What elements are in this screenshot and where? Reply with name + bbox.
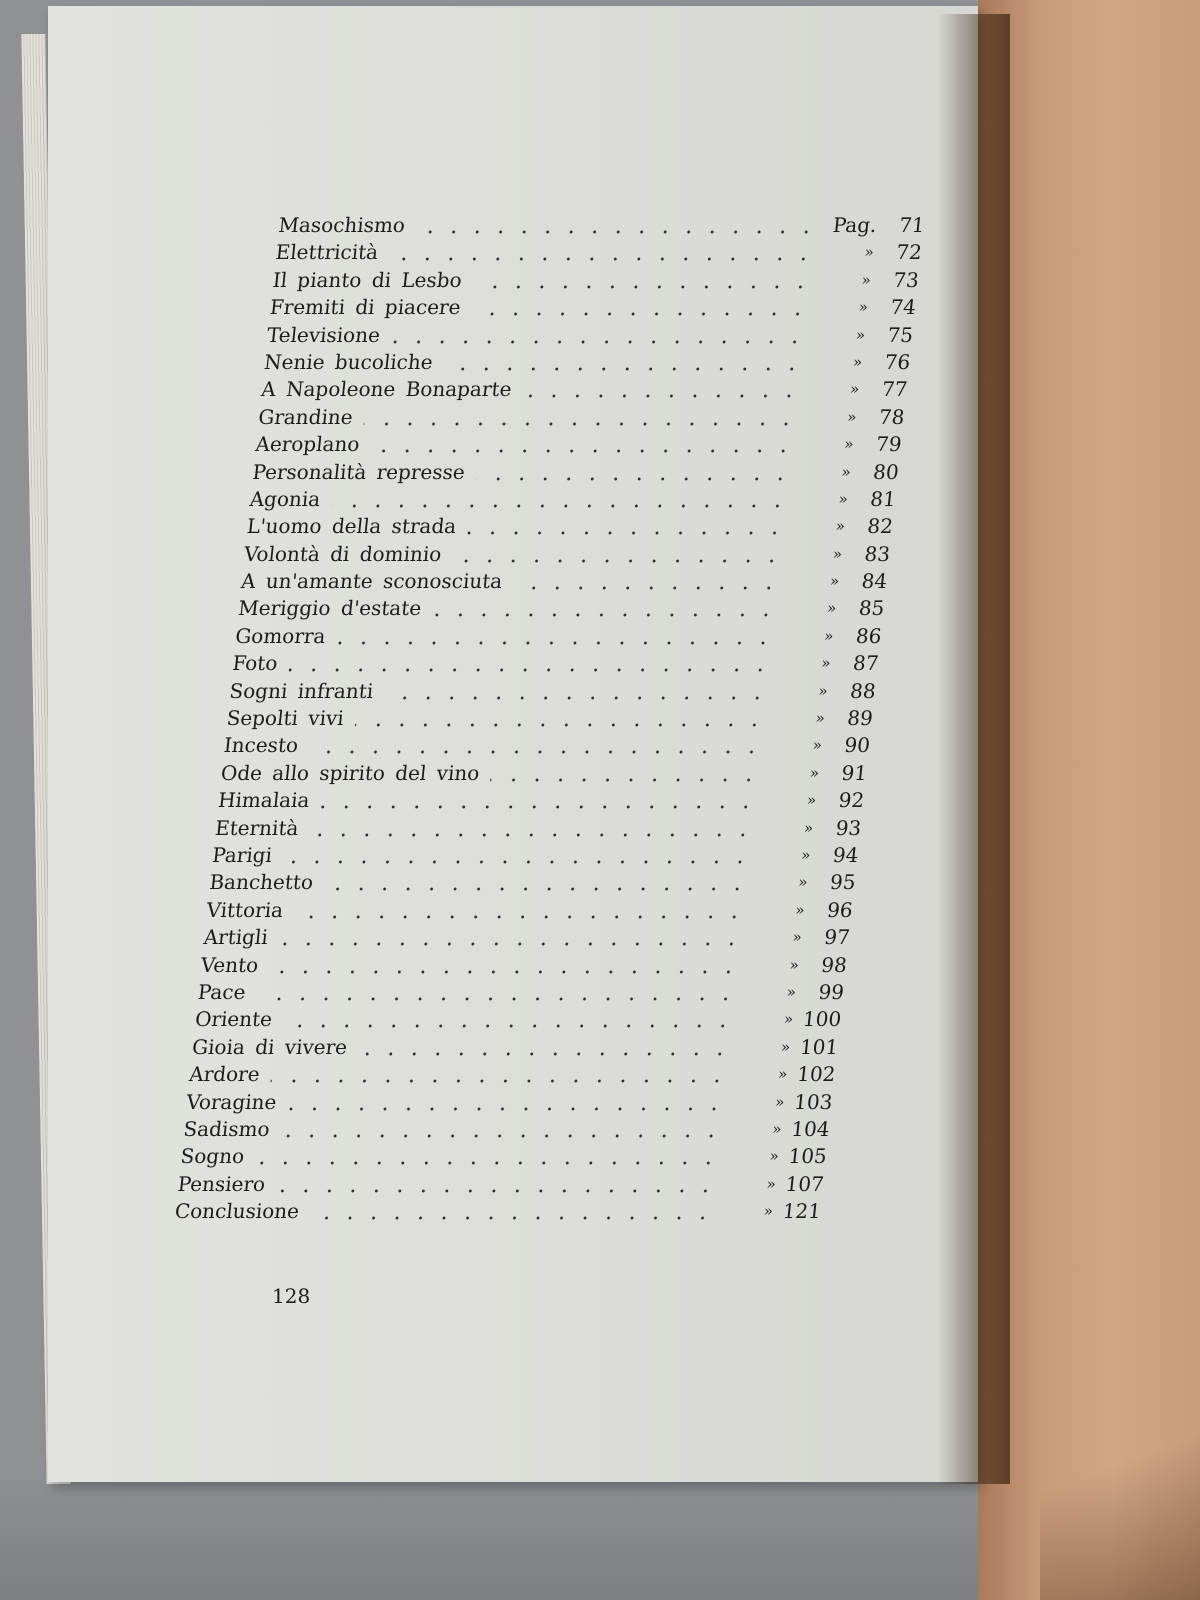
dot-leader bbox=[443, 367, 803, 371]
toc-entry-page: 97 bbox=[823, 925, 852, 950]
ditto-mark: » bbox=[771, 1119, 783, 1138]
toc-entry-page: 89 bbox=[846, 706, 875, 731]
dot-leader bbox=[473, 285, 812, 289]
toc-entry bbox=[188, 1061, 851, 1088]
ditto-mark: » bbox=[774, 1092, 786, 1111]
toc-entry bbox=[251, 459, 914, 486]
toc-entry-page: 85 bbox=[857, 596, 886, 621]
toc-entry-page: 81 bbox=[869, 486, 898, 511]
toc-entry-title: Masochismo bbox=[277, 213, 407, 237]
toc-entry bbox=[194, 1006, 857, 1033]
toc-entry bbox=[217, 787, 880, 814]
ditto-mark: » bbox=[762, 1202, 774, 1221]
toc-entry-title: Sogno bbox=[179, 1144, 246, 1169]
ditto-mark: » bbox=[777, 1065, 789, 1084]
toc-entry-title: Pensiero bbox=[176, 1171, 267, 1196]
dot-leader bbox=[332, 504, 789, 508]
toc-entry-page: 87 bbox=[851, 651, 880, 676]
toc-entry bbox=[271, 267, 934, 294]
toc-entry bbox=[240, 568, 903, 595]
ditto-mark: » bbox=[820, 654, 832, 673]
toc-entry-page: 107 bbox=[784, 1171, 826, 1196]
ditto-mark: » bbox=[768, 1147, 780, 1166]
ditto-mark: » bbox=[817, 681, 829, 700]
toc-entry-page: 91 bbox=[840, 760, 869, 785]
toc-entry-title: Banchetto bbox=[208, 870, 315, 895]
ditto-mark: » bbox=[831, 544, 844, 563]
dot-leader bbox=[255, 1161, 720, 1165]
ditto-mark: » bbox=[788, 955, 800, 974]
dot-leader bbox=[310, 1216, 714, 1220]
toc-entry-title: Nenie bucoliche bbox=[262, 349, 434, 374]
dot-leader bbox=[513, 586, 780, 590]
dot-leader bbox=[385, 696, 769, 700]
toc-entry bbox=[254, 431, 917, 458]
table-of-contents bbox=[173, 212, 940, 1225]
toc-entry-page: 78 bbox=[877, 404, 906, 429]
toc-entry-title: Sogni infranti bbox=[228, 678, 375, 703]
ditto-mark: » bbox=[823, 626, 835, 645]
toc-entry bbox=[199, 952, 862, 979]
toc-entry-page: 79 bbox=[874, 432, 903, 457]
toc-entry bbox=[225, 705, 888, 732]
ditto-mark: » bbox=[814, 709, 826, 728]
ditto-mark: » bbox=[840, 462, 852, 481]
toc-entry-title: Personalità represse bbox=[251, 459, 467, 484]
dot-leader bbox=[320, 805, 757, 809]
toc-entry-title: Televisione bbox=[265, 322, 382, 347]
toc-entry-title: Agonia bbox=[248, 486, 322, 511]
toc-entry bbox=[220, 760, 883, 787]
toc-entry-title: Himalaia bbox=[216, 788, 311, 813]
toc-entry-title: Vittoria bbox=[205, 897, 285, 922]
dot-leader bbox=[371, 449, 795, 453]
toc-entry-page: 95 bbox=[828, 870, 857, 895]
ditto-mark: » bbox=[783, 1010, 795, 1029]
dot-leader bbox=[283, 860, 751, 864]
dot-leader bbox=[269, 970, 740, 974]
ditto-mark: » bbox=[849, 380, 861, 399]
ditto-mark: » bbox=[780, 1037, 792, 1056]
toc-entry bbox=[234, 623, 897, 650]
toc-entry bbox=[231, 650, 894, 677]
toc-entry-page: 96 bbox=[825, 897, 854, 922]
dot-leader bbox=[490, 778, 760, 782]
toc-entry-page: 121 bbox=[781, 1199, 823, 1224]
dot-leader bbox=[522, 394, 800, 398]
ditto-mark: » bbox=[837, 489, 849, 508]
facing-page-shadow bbox=[1040, 1420, 1200, 1600]
dot-leader bbox=[358, 1052, 731, 1056]
toc-entry-title: Sadismo bbox=[182, 1116, 271, 1141]
toc-entry-page: 77 bbox=[880, 377, 909, 402]
toc-entry bbox=[263, 349, 926, 376]
page-label: Pag. bbox=[831, 213, 878, 237]
toc-entry bbox=[237, 595, 900, 622]
toc-entry-title: Ode allo spirito del vino bbox=[219, 760, 481, 785]
toc-entry-page: 105 bbox=[787, 1144, 829, 1169]
ditto-mark: » bbox=[808, 763, 821, 782]
dot-leader bbox=[294, 915, 746, 919]
ditto-mark: » bbox=[791, 928, 803, 947]
dot-leader bbox=[283, 1024, 734, 1028]
toc-entry-title: Elettricità bbox=[274, 240, 380, 265]
toc-entry bbox=[197, 979, 860, 1006]
toc-entry-title: Vento bbox=[199, 952, 260, 977]
page-number: 128 bbox=[272, 1284, 311, 1308]
toc-entry bbox=[205, 897, 868, 924]
toc-entry-page: 101 bbox=[798, 1034, 840, 1059]
ditto-mark: » bbox=[843, 435, 855, 454]
toc-entry-page: 93 bbox=[834, 815, 863, 840]
toc-entry bbox=[176, 1171, 839, 1198]
ditto-mark: » bbox=[863, 243, 875, 262]
dot-leader bbox=[467, 531, 786, 535]
toc-entry-page: 76 bbox=[883, 349, 912, 374]
dot-leader bbox=[391, 340, 806, 344]
toc-entry bbox=[222, 732, 885, 759]
toc-entry-title: Ardore bbox=[188, 1062, 261, 1087]
toc-entry-title: Grandine bbox=[257, 404, 355, 429]
toc-entry bbox=[248, 486, 911, 513]
toc-entry bbox=[214, 815, 877, 842]
dot-leader bbox=[281, 1134, 723, 1138]
toc-entry-page: 92 bbox=[837, 788, 866, 813]
dot-leader bbox=[288, 1107, 726, 1111]
toc-entry-page: 86 bbox=[854, 623, 883, 648]
dot-leader bbox=[270, 1079, 728, 1083]
toc-entry bbox=[208, 869, 871, 896]
toc-entry-page: 82 bbox=[866, 514, 895, 539]
toc-entry-page: 100 bbox=[801, 1007, 843, 1032]
ditto-mark: » bbox=[854, 325, 867, 344]
toc-entry-title: Il pianto di Lesbo bbox=[271, 267, 464, 292]
toc-entry-title: L'uomo della strada bbox=[245, 514, 458, 539]
dot-leader bbox=[364, 422, 798, 426]
toc-entry bbox=[228, 678, 891, 705]
toc-entry-page: 72 bbox=[895, 240, 924, 265]
ditto-mark: » bbox=[765, 1174, 777, 1193]
toc-entry-page: 90 bbox=[843, 733, 872, 758]
toc-entry bbox=[260, 376, 923, 403]
toc-entry bbox=[202, 924, 865, 951]
dot-leader bbox=[289, 668, 772, 672]
toc-entry-title: Meriggio d'estate bbox=[237, 596, 423, 621]
toc-entry-page: 99 bbox=[817, 979, 846, 1004]
ditto-mark: » bbox=[806, 791, 818, 810]
ditto-mark: » bbox=[857, 298, 869, 317]
dot-leader bbox=[337, 641, 775, 645]
toc-entry-title: Conclusione bbox=[173, 1199, 301, 1224]
toc-entry-page: 84 bbox=[860, 569, 889, 594]
toc-entry-title: Gioia di vivere bbox=[191, 1034, 349, 1059]
toc-entry-page: 80 bbox=[872, 459, 900, 484]
toc-entry-title: Artigli bbox=[202, 925, 270, 950]
toc-entry bbox=[191, 1034, 854, 1061]
gutter-shadow bbox=[938, 14, 1010, 1484]
dot-leader bbox=[416, 230, 818, 234]
toc-entry-title: Foto bbox=[231, 651, 279, 676]
toc-entry-title: Incesto bbox=[222, 733, 300, 758]
toc-entry-page: 88 bbox=[848, 678, 877, 703]
dot-leader bbox=[476, 477, 792, 481]
toc-entry-title: A Napoleone Bonaparte bbox=[260, 377, 513, 402]
toc-entry bbox=[277, 212, 940, 239]
ditto-mark: » bbox=[803, 818, 815, 837]
toc-entry bbox=[182, 1116, 845, 1143]
toc-entry-page: 73 bbox=[892, 267, 921, 292]
ditto-mark: » bbox=[834, 517, 846, 536]
ditto-mark: » bbox=[811, 736, 823, 755]
facing-page bbox=[978, 0, 1200, 1600]
toc-entry-title: Fremiti di piacere bbox=[268, 295, 462, 320]
toc-entry-title: A un'amante sconosciuta bbox=[239, 569, 504, 594]
toc-entry-page: 102 bbox=[795, 1062, 837, 1087]
ditto-mark: » bbox=[800, 845, 812, 864]
dot-leader bbox=[472, 312, 809, 316]
ditto-mark: » bbox=[846, 407, 858, 426]
toc-entry bbox=[185, 1089, 848, 1116]
toc-entry bbox=[257, 404, 920, 431]
dot-leader bbox=[279, 942, 743, 946]
toc-entry-page: 98 bbox=[820, 952, 849, 977]
toc-entry-title: Voragine bbox=[185, 1089, 278, 1114]
toc-entry bbox=[173, 1198, 836, 1225]
ditto-mark: » bbox=[852, 352, 864, 371]
toc-entry-title: Pace bbox=[196, 979, 247, 1004]
toc-entry-title: Gomorra bbox=[234, 623, 327, 648]
toc-entry-page: 103 bbox=[793, 1089, 834, 1114]
toc-entry-page: 104 bbox=[790, 1116, 831, 1141]
toc-entry bbox=[274, 239, 937, 266]
toc-entry bbox=[245, 513, 908, 540]
ditto-mark: » bbox=[794, 900, 806, 919]
ditto-mark: » bbox=[826, 599, 838, 618]
dot-leader bbox=[325, 887, 749, 891]
toc-entry-title: Volontà di dominio bbox=[242, 541, 443, 566]
toc-entry bbox=[179, 1143, 842, 1170]
toc-entry bbox=[243, 541, 906, 568]
dot-leader bbox=[309, 750, 763, 754]
toc-entry-page: 71 bbox=[897, 213, 926, 237]
ditto-mark: » bbox=[785, 982, 797, 1001]
toc-entry-title: Sepolti vivi bbox=[225, 706, 346, 731]
toc-entry bbox=[268, 294, 931, 321]
dot-leader bbox=[276, 1189, 717, 1193]
dot-leader bbox=[432, 613, 777, 617]
dot-leader bbox=[309, 833, 754, 837]
ditto-mark: » bbox=[797, 873, 809, 892]
dot-leader bbox=[355, 723, 766, 727]
dot-leader bbox=[389, 257, 815, 261]
toc-entry-title: Oriente bbox=[193, 1007, 274, 1032]
toc-entry-title: Parigi bbox=[211, 842, 274, 867]
toc-entry-page: 75 bbox=[886, 322, 915, 347]
toc-entry bbox=[266, 322, 929, 349]
toc-entry-page: 74 bbox=[889, 295, 918, 320]
ditto-mark: » bbox=[860, 270, 872, 289]
toc-entry-page: 94 bbox=[831, 842, 860, 867]
dot-leader bbox=[257, 997, 737, 1001]
toc-entry-page: 83 bbox=[863, 541, 892, 566]
ditto-mark: » bbox=[829, 572, 841, 591]
toc-entry-title: Aeroplano bbox=[254, 432, 361, 457]
toc-entry bbox=[211, 842, 874, 869]
dot-leader bbox=[452, 559, 783, 563]
toc-entry-title: Eternità bbox=[214, 815, 300, 840]
